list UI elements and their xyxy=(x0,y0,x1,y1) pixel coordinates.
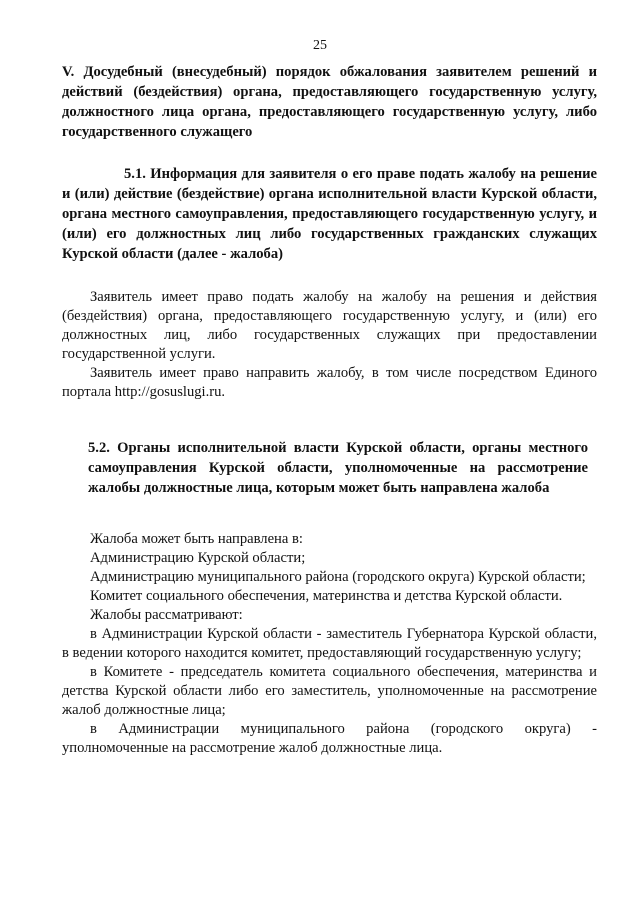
paragraph: в Администрации Курской области - заместитель Губернатора Курской области, в ведении которого находится комитет, предоставляющий государственную услугу; xyxy=(62,626,597,661)
paragraph: в Администрации муниципального района (городского округа) - уполномоченные на рассмотрение жалоб должностные лица. xyxy=(62,721,597,756)
section-5-1-heading: 5.1. Информация для заявителя о его праве подать жалобу на решение и (или) действие (бездействие) органа исполнительной власти Курской области, органа местного самоуправления, предоставляющего государственную услугу, и (или) его должностных лиц либо государственных гражданских служащих Курской области (далее - жалоба) xyxy=(62,166,597,262)
paragraph: Администрацию муниципального района (городского округа) Курской области; xyxy=(90,569,586,585)
paragraph: Заявитель имеет право подать жалобу на жалобу на решения и действия (бездействия) органа, предоставляющего государственную услугу, и (или) его должностных лиц, либо государственных служащих при предоставлении государственной услуги. xyxy=(62,289,597,362)
paragraph: Жалобы рассматривают: xyxy=(90,607,243,623)
section-5-2-body xyxy=(62,530,597,758)
paragraph: Жалоба может быть направлена в: xyxy=(90,531,303,547)
paragraph: в Комитете - председатель комитета социального обеспечения, материнства и детства Курской области либо его заместитель, уполномоченные на рассмотрение жалоб должностные лица; xyxy=(62,664,597,718)
section-v-heading: V. Досудебный (внесудебный) порядок обжалования заявителем решений и действий (бездействия) органа, предоставляющего государственную услугу, должностного лица органа, предоставляющего государственную услугу, либо государственного служащего xyxy=(62,64,597,140)
paragraph: Комитет социального обеспечения, материнства и детства Курской области. xyxy=(90,588,563,604)
paragraph: Заявитель имеет право направить жалобу, в том числе посредством Единого портала http://gosuslugi.ru. xyxy=(62,365,597,400)
section-5-2-heading: 5.2. Органы исполнительной власти Курской области, органы местного самоуправления Курской области, уполномоченные на рассмотрение жалобы должностные лица, которым может быть направлена жалоба xyxy=(88,440,588,496)
page-number: 25 xyxy=(313,38,327,53)
section-5-1-body xyxy=(62,288,597,402)
paragraph: Администрацию Курской области; xyxy=(90,550,306,566)
